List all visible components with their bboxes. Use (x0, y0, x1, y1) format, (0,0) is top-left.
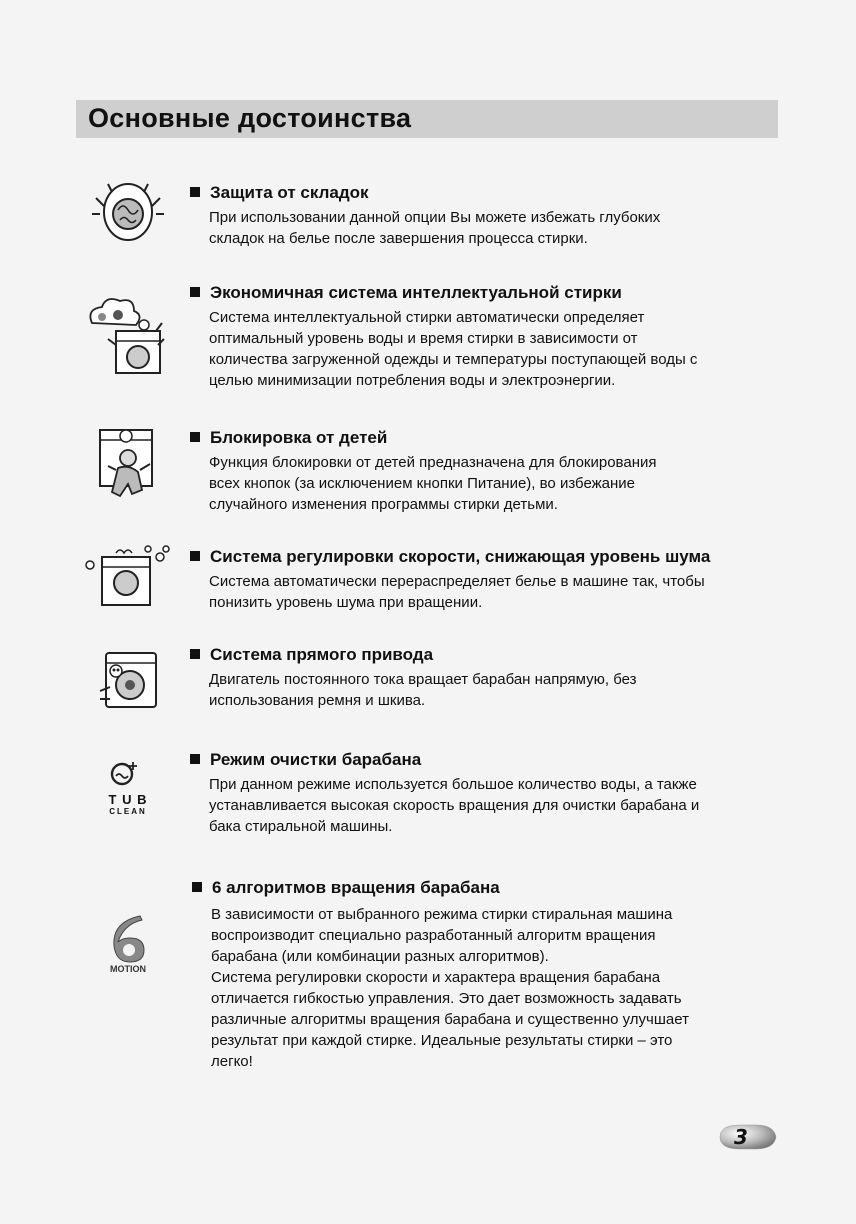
bullet-icon (190, 649, 200, 659)
feature-title: Экономичная система интеллектуальной стирки (190, 283, 622, 303)
bullet-icon (190, 187, 200, 197)
feature-description: Функция блокировки от детей предназначена для блокирования всех кнопок (за исключением кнопки Питание), во избежание случайного изменения программы стирки детьми. (209, 454, 657, 513)
6-motion-icon (78, 912, 178, 974)
feature-description: При данном режиме используется большое количество воды, а также устанавливается высокая скорость вращения для очистки барабана и бака стиральной машины. (209, 776, 700, 835)
feature-description: При использовании данной опции Вы можете избежать глубоких складок на белье после завершения процесса стирки. (209, 209, 661, 247)
section-header (76, 100, 778, 138)
tub-clean-icon (78, 758, 178, 816)
direct-drive-icon (78, 647, 178, 713)
bullet-icon (190, 432, 200, 442)
bullet-icon (190, 287, 200, 297)
feature-description: В зависимости от выбранного режима стирки стиральная машина воспроизводит специально разработанный алгоритм вращения барабана (или комбинации разных алгоритмов). Система регулировки скорости и характера вращения барабана отличается гибкостью управления. Это дает возможность задавать различные алгоритмы вращения барабана и существенно улучшает результат при каждой стирке. Идеальные результаты стирки – это легко! (211, 906, 689, 1070)
feature-title: Система прямого привода (190, 645, 433, 665)
smart-washer-icon (78, 293, 178, 377)
feature-title: Система регулировки скорости, снижающая уровень шума (190, 547, 710, 567)
child-lock-icon (78, 424, 178, 506)
bullet-icon (192, 882, 202, 892)
feature-title: Защита от складок (190, 183, 369, 203)
page-number: 3 (734, 1125, 748, 1149)
feature-title: 6 алгоритмов вращения барабана (192, 878, 500, 898)
tub-label: T U B (108, 792, 148, 807)
feature-description: Система автоматически перераспределяет белье в машине так, чтобы понизить уровень шума при вращении. (209, 573, 705, 611)
feature-description: Двигатель постоянного тока вращает барабан напрямую, без использования ремня и шкива. (209, 671, 637, 709)
page-title: Основные достоинства (88, 103, 412, 133)
feature-title: Блокировка от детей (190, 428, 387, 448)
quiet-washer-icon (78, 543, 178, 609)
feature-description: Система интеллектуальной стирки автоматически определяет оптимальный уровень воды и время стирки в зависимости от количества загруженной одежды и температуры поступающей воды с целью минимизации потребления воды и электроэнергии. (209, 309, 698, 389)
page-number-badge (716, 1122, 778, 1152)
clean-label: CLEAN (109, 807, 147, 816)
bullet-icon (190, 551, 200, 561)
motion-label: MOTION (110, 964, 146, 974)
bullet-icon (190, 754, 200, 764)
feature-title: Режим очистки барабана (190, 750, 421, 770)
wrinkle-washer-icon (78, 178, 178, 248)
